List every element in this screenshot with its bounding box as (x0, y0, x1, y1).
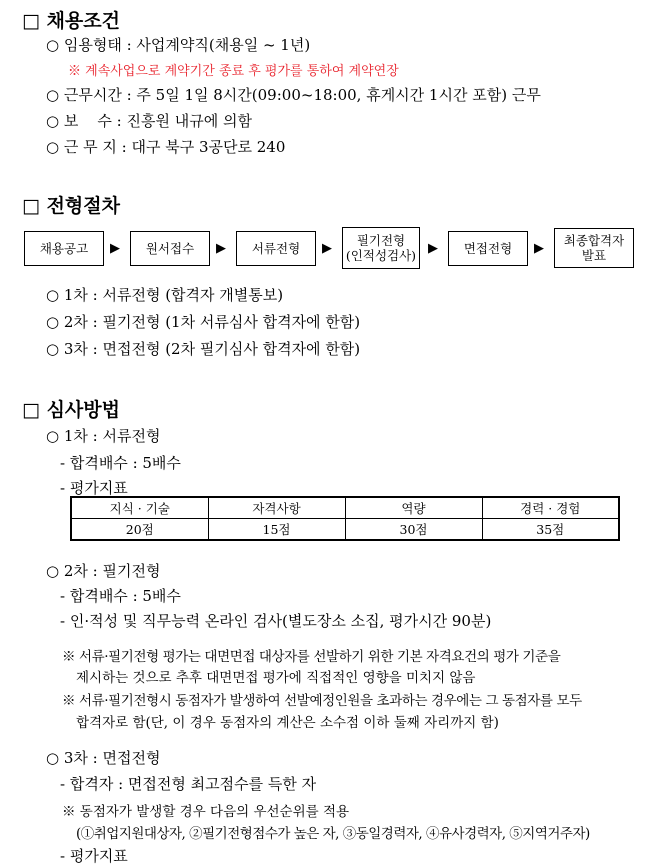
flow-arrow-icon: ▶ (110, 241, 120, 256)
procedure-stage-2: ○ 2차 : 필기전형 (1차 서류심사 합격자에 한함) (46, 313, 361, 331)
section-heading-procedure: □ 전형절차 (22, 195, 120, 217)
flow-arrow-icon: ▶ (534, 241, 544, 256)
stage2-note1-line2: 제시하는 것으로 추후 대면면접 평가에 직접적인 영향을 미치지 않음 (76, 670, 476, 686)
stage2-note1-line1: ※ 서류·필기전형 평가는 대면면접 대상자를 선발하기 위한 기본 자격요건의 평가 기준을 (62, 649, 561, 665)
stage3-index-label: - 평가지표 (60, 847, 128, 865)
work-hours: ○ 근무시간 : 주 5일 1일 8시간(09:00~18:00, 휴게시간 1시간 포함) 근무 (46, 86, 541, 104)
stage3-note-line1: ※ 동점자가 발생할 경우 다음의 우선순위를 적용 (62, 804, 350, 820)
table-value-cell: 20점 (71, 519, 208, 541)
stage1-index-label: - 평가지표 (60, 479, 128, 497)
stage3-passer: - 합격자 : 면접전형 최고점수를 득한 자 (60, 775, 317, 793)
table-header-cell: 역량 (345, 497, 482, 519)
table-header-cell: 자격사항 (208, 497, 345, 519)
stage2-multiple: - 합격배수 : 5배수 (60, 587, 181, 605)
stage2-note2-line2: 합격자로 함(단, 이 경우 동점자의 계산은 소수점 이하 둘째 자리까지 함) (76, 715, 499, 731)
evaluation-table (70, 496, 620, 541)
salary: ○ 보 수 : 진흥원 내규에 의함 (46, 112, 252, 130)
stage2-title: ○ 2차 : 필기전형 (46, 562, 161, 580)
table-value-cell: 35점 (482, 519, 619, 541)
section-heading-conditions: □ 채용조건 (22, 10, 120, 32)
stage1-multiple: - 합격배수 : 5배수 (60, 454, 181, 472)
employment-type: ○ 임용형태 : 사업계약직(채용일 ~ 1년) (46, 36, 311, 54)
flow-step-interview: 면접전형 (448, 231, 528, 266)
stage2-test: - 인·적성 및 직무능력 온라인 검사(별도장소 소집, 평가시간 90분) (60, 612, 492, 630)
section-heading-evaluation: □ 심사방법 (22, 399, 120, 421)
table-header-cell: 경력 · 경험 (482, 497, 619, 519)
flow-arrow-icon: ▶ (428, 241, 438, 256)
flow-step-document: 서류전형 (236, 231, 316, 266)
contract-note: ※ 계속사업으로 계약기간 종료 후 평가를 통하여 계약연장 (68, 64, 399, 79)
flow-step-notice: 채용공고 (24, 231, 104, 266)
flow-step-application: 원서접수 (130, 231, 210, 266)
flow-arrow-icon: ▶ (216, 241, 226, 256)
work-location: ○ 근 무 지 : 대구 북구 3공단로 240 (46, 138, 286, 156)
stage3-title: ○ 3차 : 면접전형 (46, 749, 161, 767)
procedure-stage-3: ○ 3차 : 면접전형 (2차 필기심사 합격자에 한함) (46, 340, 361, 358)
flow-step-written: 필기전형 (인적성검사) (342, 227, 420, 269)
table-header-cell: 지식 · 기술 (71, 497, 208, 519)
stage3-note-line2: (①취업지원대상자, ②필기전형점수가 높은 자, ③동일경력자, ④유사경력자, ⑤지역거주자) (76, 826, 590, 842)
flow-step-final: 최종합격자 발표 (554, 228, 634, 268)
stage2-note2-line1: ※ 서류·필기전형시 동점자가 발생하여 선발예정인원을 초과하는 경우에는 그 동점자를 모두 (62, 693, 582, 709)
stage1-title: ○ 1차 : 서류전형 (46, 427, 161, 445)
procedure-stage-1: ○ 1차 : 서류전형 (합격자 개별통보) (46, 286, 284, 304)
flow-arrow-icon: ▶ (322, 241, 332, 256)
table-value-cell: 30점 (345, 519, 482, 541)
table-value-cell: 15점 (208, 519, 345, 541)
